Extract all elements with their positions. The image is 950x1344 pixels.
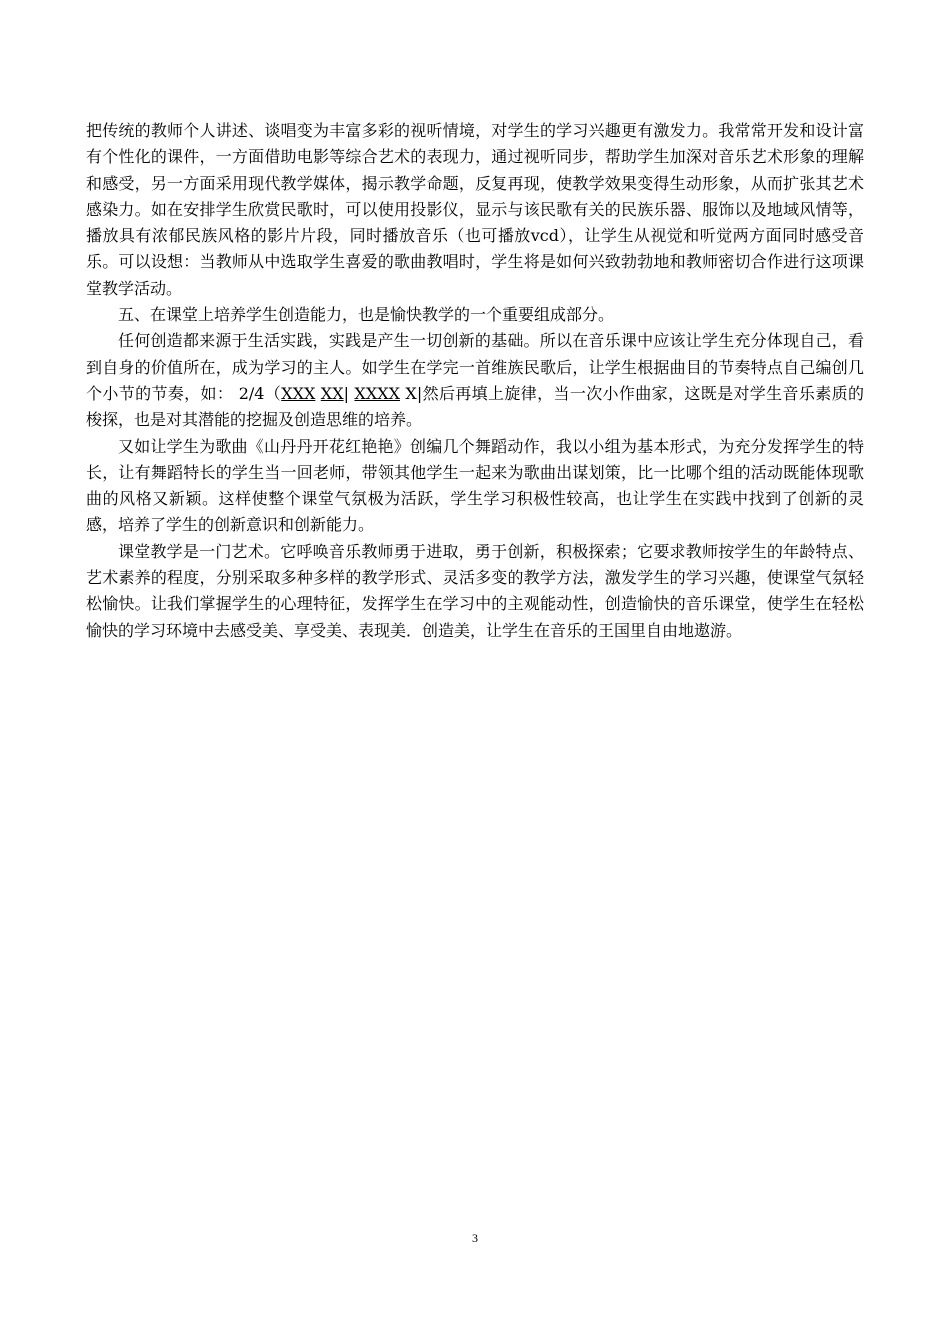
rhythm-notation: XXX xyxy=(281,383,316,403)
bar-line: | xyxy=(343,383,355,403)
rhythm-notation: XX xyxy=(320,383,344,403)
section-heading-five: 五、在课堂上培养学生创造能力，也是愉快教学的一个重要组成部分。 xyxy=(118,305,615,325)
paragraph-conclusion: 课堂教学是一门艺术。它呼唤音乐教师勇于进取，勇于创新，积极探索；它要求教师按学生的年龄特点、艺术素养的程度，分别采取多种多样的教学形式、灵活多变的教学方法，激发学生的学习兴趣，使课堂气氛轻松愉快。让我们掌握学生的心理特征，发挥学生在学习中的主观能动性，创造愉快的音乐课堂，使学生在轻松愉快的学习环境中去感受美、享受美、表现美．创造美，让学生在音乐的王国里自由地遨游。 xyxy=(86,541,864,640)
paragraph-dance: 又如让学生为歌曲《山丹丹开花红艳艳》创编几个舞蹈动作，我以小组为基本形式，为充分发挥学生的特长，让有舞蹈特长的学生当一回老师，带领其他学生一起来为歌曲出谋划策，比一比哪个组的活动既能体现歌曲的风格又新颖。这样使整个课堂气氛极为活跃，学生学习积极性较高，也让学生在实践中找到了创新的灵感，培养了学生的创新意识和创新能力。 xyxy=(86,436,864,535)
paragraph-text-before: 任何创造都来源于生活实践，实践是产生一切创新的基础。所以在音乐课中应该让学生充分体现自己，看到自身的价值所在，成为学习的主人。如学生在学完一首维族民歌后，让学生根据曲目的节奏特点自己编创几个小节的节奏，如： 2/4（ xyxy=(86,331,864,403)
rhythm-notation: X xyxy=(399,383,417,403)
document-body xyxy=(86,118,864,644)
page-number: 3 xyxy=(472,1231,478,1245)
paragraph-creativity xyxy=(86,328,864,433)
rhythm-notation: XXXX xyxy=(354,383,400,403)
paragraph-text-after: |然后再填上旋律，当一次小作曲家，这既是对学生音乐素质的梭探，也是对其潜能的挖掘及创造思维的培养。 xyxy=(86,383,864,430)
paragraph-multimedia: 把传统的教师个人讲述、谈唱变为丰富多彩的视听情境，对学生的学习兴趣更有激发力。我常常开发和设计富有个性化的课件，一方面借助电影等综合艺术的表现力，通过视听同步，帮助学生加深对音乐艺术形象的理解和感受，另一方面采用现代教学媒体，揭示教学命题，反复再现，使教学效果变得生动形象，从而扩张其艺术感染力。如在安排学生欣赏民歌时，可以使用投影仪，显示与该民歌有关的民族乐器、服饰以及地域风情等，播放具有浓郁民族风格的影片片段，同时播放音乐（也可播放vcd），让学生从视觉和听觉两方面同时感受音乐。可以设想：当教师从中选取学生喜爱的歌曲教唱时，学生将是如何兴致勃勃地和教师密切合作进行这项课堂教学活动。 xyxy=(86,121,864,298)
